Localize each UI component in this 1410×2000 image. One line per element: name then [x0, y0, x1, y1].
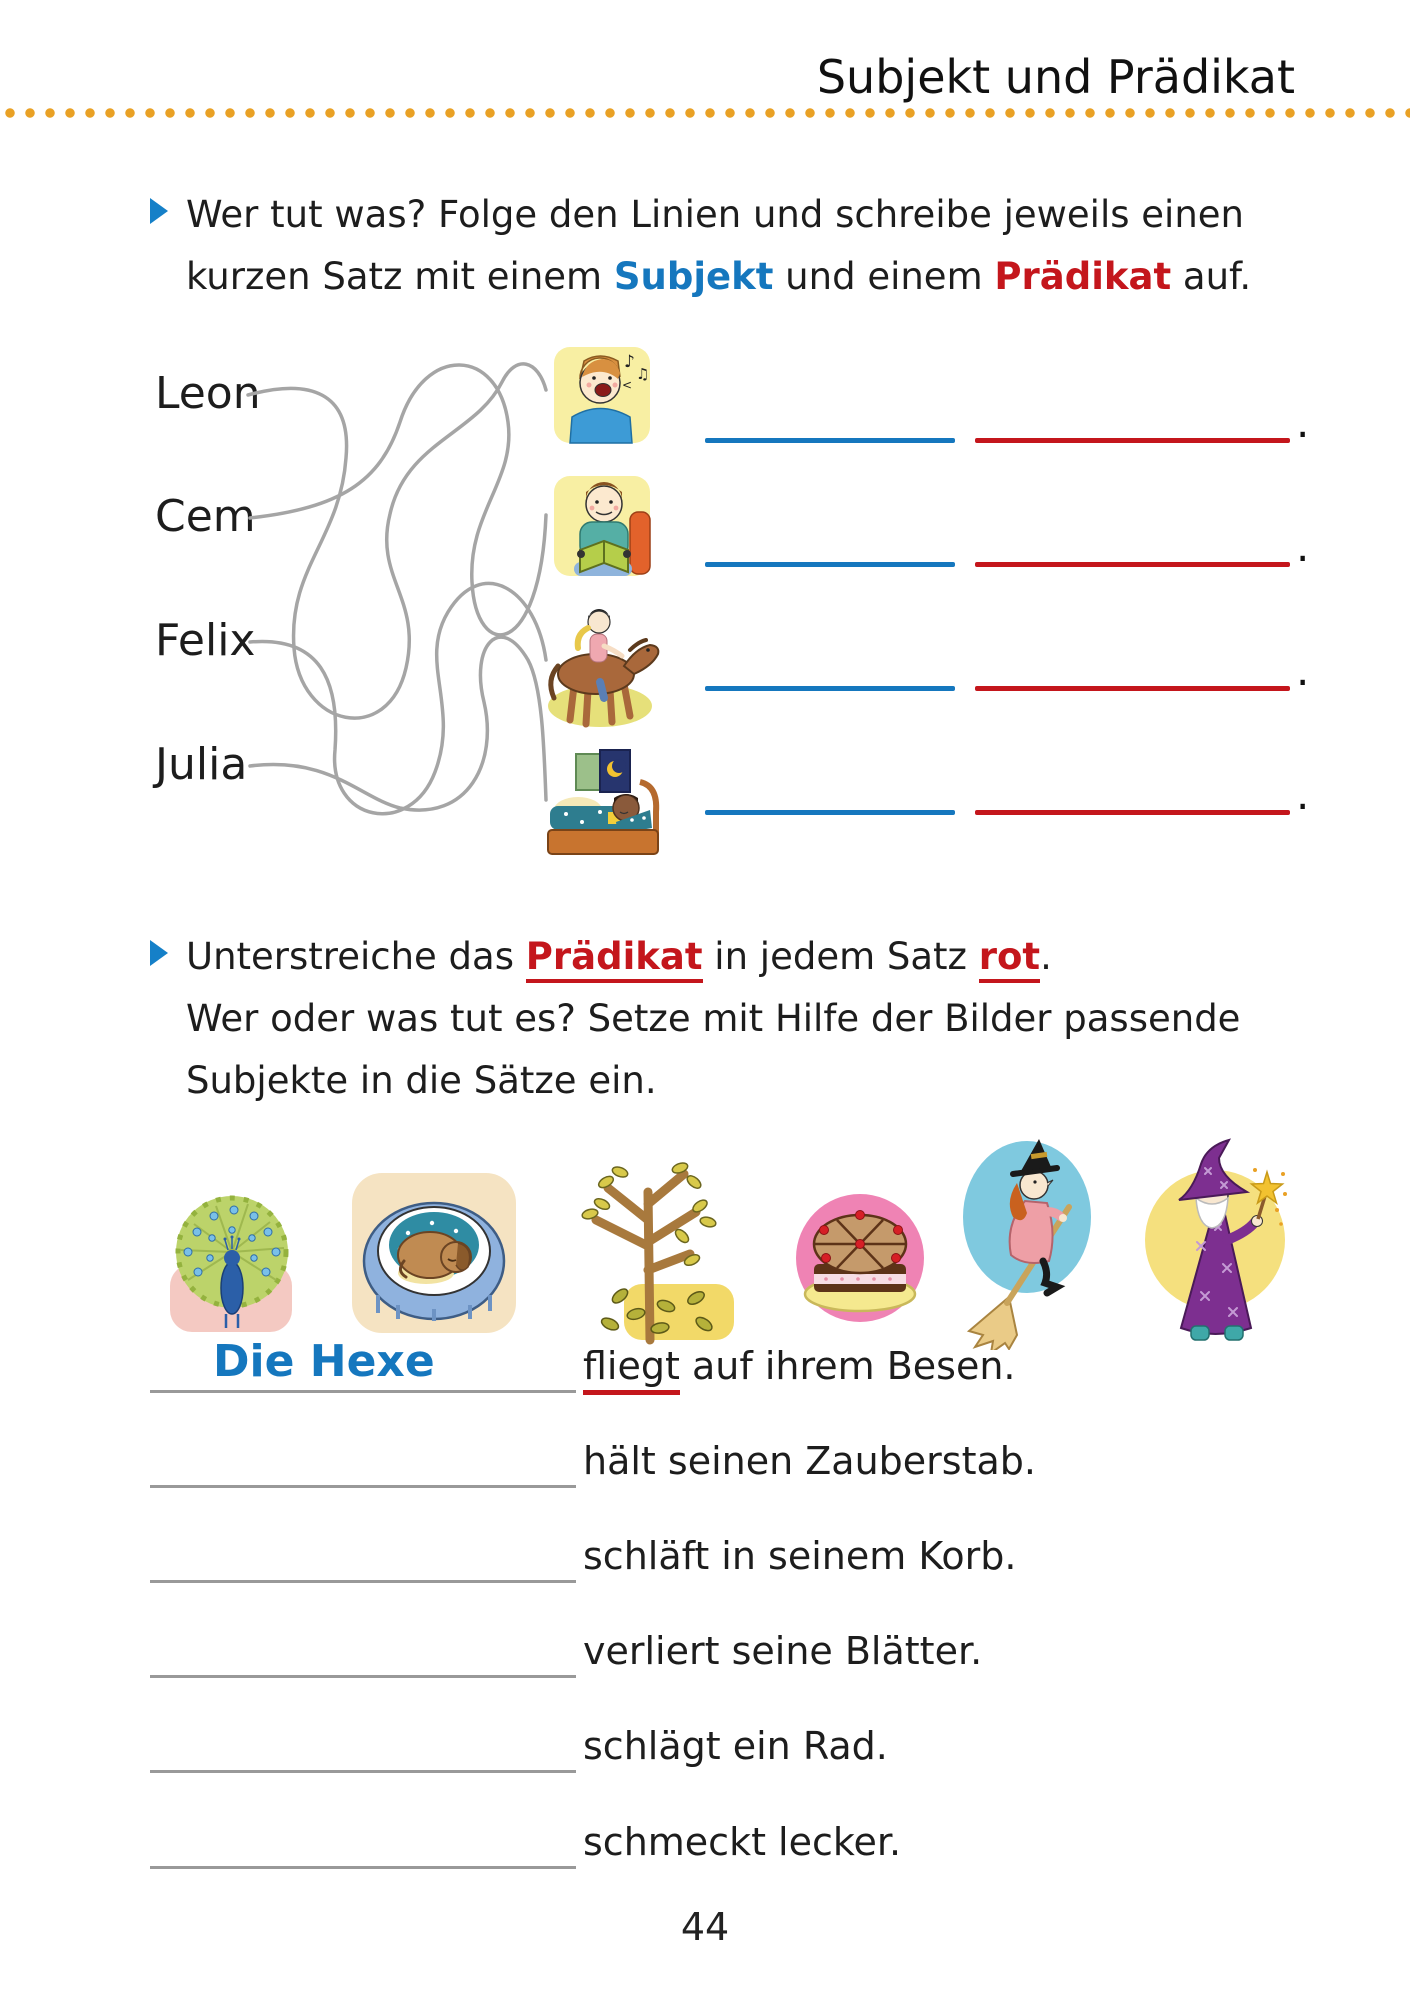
underlined-verb: fliegt [583, 1344, 680, 1395]
task2-instruction-line1: Unterstreiche das Prädikat in jedem Satz rot. [186, 926, 1240, 988]
name-label-leon: Leon [155, 368, 261, 419]
svg-text:♫: ♫ [636, 365, 650, 383]
sentence-text: fliegt auf ihrem Besen. [583, 1342, 1016, 1390]
witch-on-broom-illustration [955, 1125, 1097, 1350]
page-title: Subjekt und Prädikat [816, 50, 1295, 104]
name-label-julia: Julia [155, 739, 248, 790]
sentence-period: . [1296, 646, 1310, 695]
cake-illustration [792, 1182, 928, 1337]
sentence-text: schmeckt lecker. [583, 1820, 902, 1864]
praedikat-keyword-underlined: Prädikat [526, 935, 703, 983]
name-label-cem: Cem [155, 491, 256, 542]
subject-writing-line[interactable] [705, 438, 955, 443]
dotted-divider [0, 106, 1410, 120]
sentence-text: verliert seine Blätter. [583, 1629, 983, 1673]
task1-instruction [186, 184, 1251, 308]
sentence-text: hält seinen Zauberstab. [583, 1439, 1036, 1483]
dog-sleeping-in-basket-illustration [348, 1165, 520, 1340]
praedikat-keyword: Prädikat [994, 255, 1172, 298]
subject-blank-line[interactable] [150, 1485, 576, 1488]
subject-writing-line[interactable] [705, 562, 955, 567]
rot-keyword-underlined: rot [979, 935, 1040, 983]
child-sleeping-in-bed-illustration [546, 748, 668, 860]
sentence-period: . [1296, 770, 1310, 819]
sentence-text: schlägt ein Rad. [583, 1724, 888, 1768]
predicate-writing-line[interactable] [975, 562, 1290, 567]
name-label-felix: Felix [155, 615, 256, 666]
tree-losing-leaves-illustration [562, 1148, 737, 1346]
svg-text:♪: ♪ [624, 352, 635, 372]
subject-blank-line[interactable] [150, 1675, 576, 1678]
predicate-writing-line[interactable] [975, 438, 1290, 443]
task1-instruction-line2: kurzen Satz mit einem Subjekt und einem Prädikat auf. [186, 255, 1252, 298]
subject-blank-line[interactable] [150, 1866, 576, 1869]
task2-instruction-line3: Subjekte in die Sätze ein. [186, 1059, 657, 1102]
svg-text:<: < [622, 378, 633, 392]
wizard-illustration [1135, 1132, 1293, 1347]
singing-boy-illustration [552, 345, 658, 445]
girl-riding-horse-illustration [538, 590, 666, 732]
sentence-period: . [1296, 522, 1310, 571]
subject-writing-line[interactable] [705, 686, 955, 691]
task2-instruction-line2: Wer oder was tut es? Setze mit Hilfe der Bilder passende [186, 997, 1241, 1040]
subject-blank-line[interactable] [150, 1580, 576, 1583]
predicate-writing-line[interactable] [975, 686, 1290, 691]
sentence-text: schläft in seinem Korb. [583, 1534, 1017, 1578]
task1-instruction-line1: Wer tut was? Folge den Linien und schreibe jeweils einen [186, 193, 1244, 236]
maze-lines [240, 330, 552, 850]
subject-blank-line[interactable] [150, 1390, 576, 1393]
filled-subject-die-hexe: Die Hexe [213, 1336, 435, 1387]
triangle-right-icon [150, 940, 168, 966]
page-number: 44 [680, 1905, 730, 1949]
triangle-right-icon [150, 198, 168, 224]
sentence-period: . [1296, 398, 1310, 447]
subject-writing-line[interactable] [705, 810, 955, 815]
subjekt-keyword: Subjekt [613, 255, 774, 298]
subject-blank-line[interactable] [150, 1770, 576, 1773]
predicate-writing-line[interactable] [975, 810, 1290, 815]
boy-reading-book-illustration [552, 468, 658, 578]
peacock-illustration [152, 1188, 312, 1338]
task2-instruction [186, 926, 1240, 1112]
